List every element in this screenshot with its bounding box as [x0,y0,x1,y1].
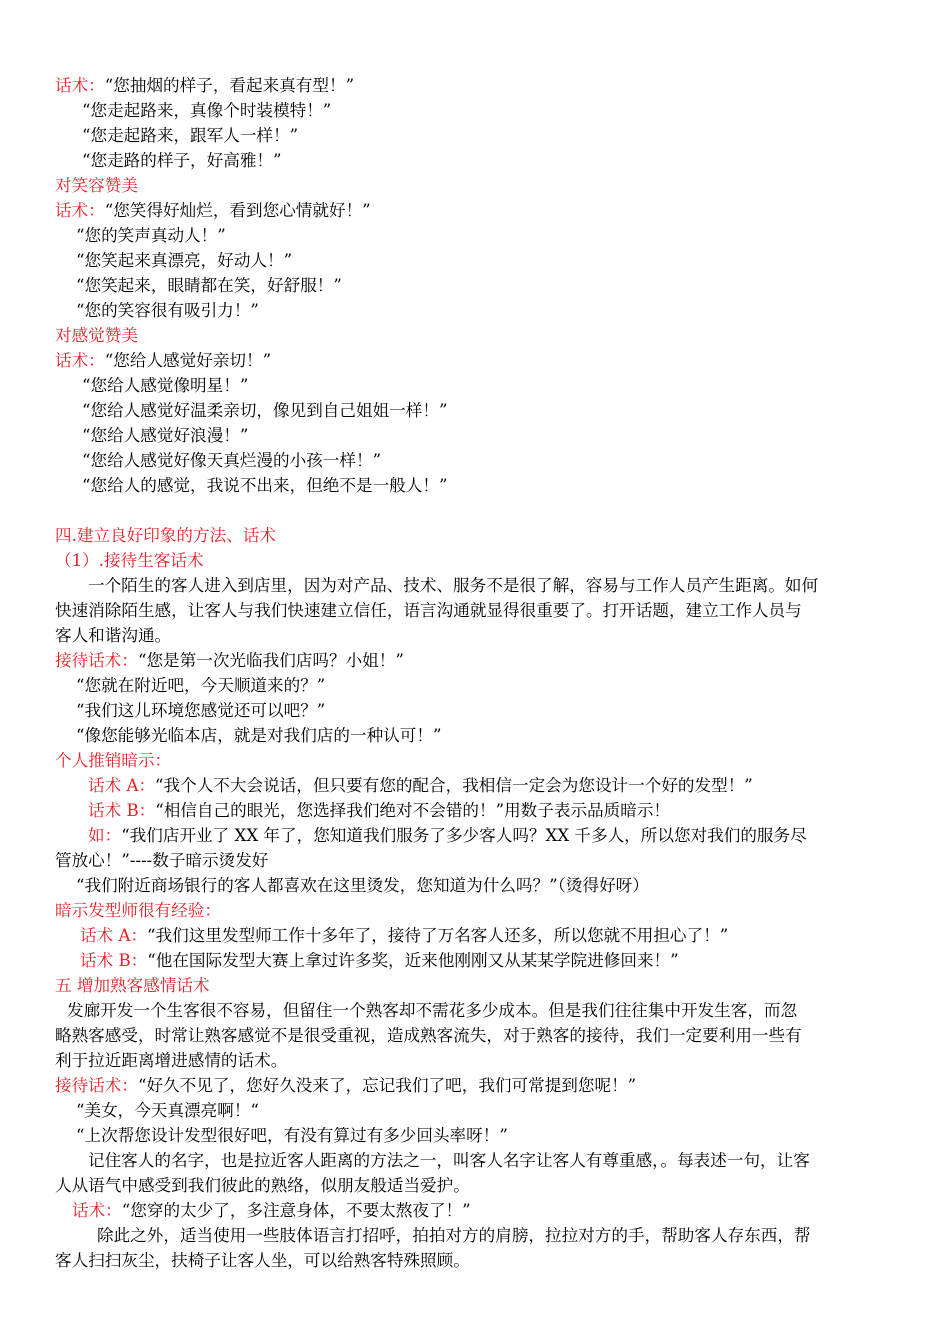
text-line [82,149,282,173]
text-line [82,399,447,423]
line-text: “好久不见了，您好久没来了，忘记我们了吧，我们可常提到您呢！” [137,1076,637,1095]
line-text: “您的笑容很有吸引力！” [76,301,259,320]
text-line [76,674,325,698]
text-line [82,124,298,148]
line-text: 管放心！”----数子暗示烫发好 [55,851,269,870]
paragraph-line [55,1249,470,1273]
section-heading: 五 增加熟客感情话术 [55,976,210,995]
line-text: “我们店开业了 XX 年了，您知道我们服务了多少客人吗？XX 千多人，所以您对我们的服务尽 [121,826,807,845]
line-text: “您给人感觉像明星！” [82,376,249,395]
subsection-heading: 对感觉赞美 [55,326,138,345]
line-text: 人从语气中感受到我们彼此的熟络，似朋友般适当爱护。 [55,1176,470,1195]
line-text: “相信自己的眼光，您选择我们绝对不会错的！”用数子表示品质暗示！ [155,801,671,820]
text-line [76,874,649,898]
line-text: 记住客人的名字，也是拉近客人距离的方法之一，叫客人名字让客人有尊重感，。每表述一句，让客 [88,1151,810,1170]
text-line [82,474,447,498]
paragraph-line [88,574,818,598]
line-text: “您穿的太少了，多注意身体，不要太熬夜了！” [121,1201,471,1220]
line-text: “您走起路来，真像个时装模特！” [82,101,332,120]
line-text: “您给人感觉好浪漫！” [82,426,249,445]
line-text: “像您能够光临本店，就是对我们店的一种认可！” [76,726,442,745]
text-line [80,924,728,948]
line-text: “您给人感觉好像天真烂漫的小孩一样！” [82,451,382,470]
text-line [88,824,807,848]
line-text: “您是第一次光临我们店吗？小姐！” [137,651,404,670]
text-line [72,1199,471,1223]
subsection-heading: （1）.接待生客话术 [55,551,204,570]
line-text: “您笑起来，眼睛都在笑，好舒服！” [76,276,342,295]
line-text: “我们这里发型师工作十多年了，接待了万名客人还多，所以您就不用担心了！” [147,926,729,945]
text-line [88,799,670,823]
text-line [55,649,404,673]
line-text: “您笑得好灿烂，看到您心情就好！” [104,201,371,220]
line-text: “您就在附近吧，今天顺道来的？” [76,676,326,695]
text-line [82,449,381,473]
line-text: “您抽烟的样子，看起来真有型！” [104,76,355,95]
speech-label: 如： [88,826,122,845]
line-text: 一个陌生的客人进入到店里，因为对产品、技术、服务不是很了解，容易与工作人员产生距离。如何 [88,576,819,595]
line-text: “上次帮您设计发型很好吧，有没有算过有多少回头率呀！” [76,1126,508,1145]
subsection-heading: 对笑容赞美 [55,176,138,195]
text-line [76,699,325,723]
speech-label: 话术： [55,76,105,95]
text-line [82,374,248,398]
text-line [76,274,342,298]
text-line [82,424,248,448]
paragraph-line [55,1049,287,1073]
speech-label: 话术： [72,1201,122,1220]
text-line [76,299,259,323]
paragraph-line [97,1224,811,1248]
speech-label: 话术： [55,351,105,370]
line-text: “他在国际发型大赛上拿过许多奖，近来他刚刚又从某某学院进修回来！” [147,951,679,970]
line-text: “美女，今天真漂亮啊！“ [76,1101,259,1120]
line-text: 客人和谐沟通。 [55,626,172,645]
line-text: 客人扫扫灰尘，扶椅子让客人坐，可以给熟客特殊照顾。 [55,1251,470,1270]
speech-label: 话术 B： [80,951,148,970]
line-text: “您给人的感觉，我说不出来，但绝不是一般人！” [82,476,448,495]
section-heading: 四.建立良好印象的方法、话术 [55,526,276,545]
paragraph-line [88,1149,810,1173]
paragraph-line [55,1024,802,1048]
line-text: “我们附近商场银行的客人都喜欢在这里烫发，您知道为什么吗？”（烫得好呀） [76,876,649,895]
line-text: 快速消除陌生感，让客人与我们快速建立信任，语言沟通就显得很重要了。打开话题，建立工作人员与 [55,601,802,620]
line-text: “您给人感觉好亲切！” [104,351,272,370]
text-line [88,774,753,798]
text-line [55,849,268,873]
line-text: 发廊开发一个生客很不容易，但留住一个熟客却不需花多少成本。但是我们往往集中开发生客，而忽 [67,1001,798,1020]
line-text: 利于拉近距离增进感情的话术。 [55,1051,288,1070]
speech-label: 话术 A： [80,926,148,945]
text-line [55,349,271,373]
text-line [76,249,292,273]
line-text: 除此之外，适当使用一些肢体语言打招呼，拍拍对方的肩膀，拉拉对方的手，帮助客人存东西，帮 [97,1226,811,1245]
speech-label: 接待话术： [55,1076,138,1095]
line-text: “我个人不大会说话，但只要有您的配合，我相信一定会为您设计一个好的发型！” [155,776,753,795]
line-text: “您给人感觉好温柔亲切，像见到自己姐姐一样！” [82,401,448,420]
text-line [80,949,679,973]
text-line [76,1124,508,1148]
line-text: 略熟客感受，时常让熟客感觉不是很受重视，造成熟客流失，对于熟客的接待，我们一定要利用一些有 [55,1026,802,1045]
text-line [76,724,441,748]
line-text: “您的笑声真动人！” [76,226,226,245]
paragraph-line [67,999,797,1023]
line-text: “我们这儿环境您感觉还可以吧？” [76,701,326,720]
subsection-heading: 暗示发型师很有经验： [55,901,221,920]
line-text: “您笑起来真漂亮，好动人！” [76,251,293,270]
text-line [55,74,354,98]
speech-label: 话术 A： [88,776,156,795]
paragraph-line [55,1174,470,1198]
text-line [82,99,331,123]
text-line [55,199,371,223]
speech-label: 接待话术： [55,651,138,670]
line-text: “您走起路来，跟军人一样！” [82,126,299,145]
line-text: “您走路的样子，好高雅！” [82,151,282,170]
text-line [76,224,226,248]
speech-label: 话术 B： [88,801,156,820]
speech-label: 话术： [55,201,105,220]
text-line [76,1099,259,1123]
subsection-heading: 个人推销暗示： [55,751,172,770]
text-line [55,1074,636,1098]
paragraph-line [55,624,171,648]
paragraph-line [55,599,802,623]
